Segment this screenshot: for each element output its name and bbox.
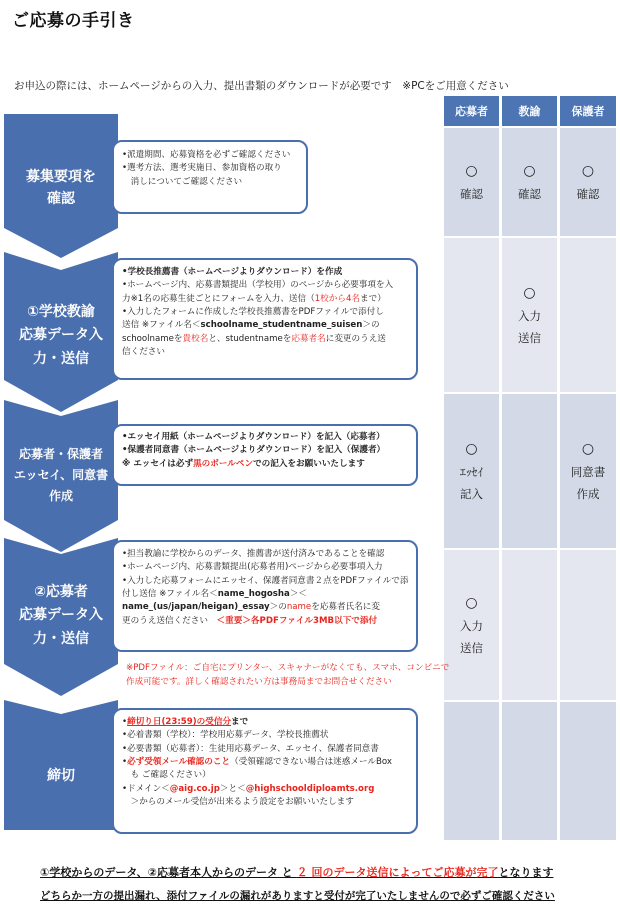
step-4-label: ②応募者 応募データ入 力・送信 <box>19 584 103 647</box>
step-chevrons <box>0 0 130 830</box>
grid-cell <box>560 128 616 236</box>
check-circle-mark: ○ <box>581 440 595 457</box>
cell-label: ｴｯｾｲ <box>460 465 483 480</box>
header-guardian: 保護者 <box>560 96 616 126</box>
pdf-note: ※PDFファイル：ご自宅にプリンター、スキャナーがなくても、スマホ、コンビニで 作成可能です。詳しく確認されたい方は事務局までお問合せください <box>126 663 450 687</box>
check-circle-mark: ○ <box>465 440 478 457</box>
step-2-box: •学校長推薦書（ホームページよりダウンロード）を作成 •ホームページ内、応募書類提出（学校用）のページから必要事項を入 力※1名の応募生徒ごとにフォームを入力、送信（1校から4名まで） •入力したフォームに作成した学校長推薦書をPDFファイルで添付し 送信 ※ファイル名＜schoolname_studentname_suisen＞の schoolnameを貴校名と、studentnameを応募者名に変更のうえ送 信ください <box>112 258 418 380</box>
step-4-box: •担当教諭に学校からのデータ、推薦書が送付済みであることを確認 •ホームページ内、応募書類提出(応募者用)ページから必要事項入力 •入力した応募フォームにエッセイ、保護者同意書２点をPDFファイルで添 付し送信 ※ファイル名＜name_hogosha＞＜ name_(us/japan/heigan)_essay＞のnameを応募者氏名に変 更のうえ送信ください ＜重要＞各PDFファイル3MB以下で添付 <box>112 540 418 652</box>
step-3-box: •エッセイ用紙（ホームページよりダウンロード）を記入（応募者） •保護者同意書（ホームページよりダウンロード）を記入（保護者） ※ エッセイは必ず黒のボールペンでの記入をお願いいたします <box>112 424 418 486</box>
check-circle-mark: ○ <box>465 162 478 179</box>
step-5-box: •締切り日(23:59)の受信分まで •必着書類（学校）：学校用応募データ、学校長推薦状 •必要書類（応募者）：生徒用応募データ、エッセイ、保護者同意書 •必ず受領メール確認のこと（受領確認できない場合は迷惑メールBox も ご確認ください） •ドメイン＜@aig.co.jp＞と＜@highschooldiploamts.org ＞からのメール受信が出来るよう設定をお願いいたします <box>112 708 418 834</box>
cell-label: 記入 <box>460 487 483 502</box>
cell-label: 送信 <box>460 641 483 656</box>
grid-cell <box>502 550 557 700</box>
step-3-label: 応募者・保護者 エッセイ、同意書 作成 <box>13 446 109 503</box>
cell-label: 作成 <box>576 487 600 502</box>
header-teacher: 教諭 <box>502 96 557 126</box>
cell-label: 送信 <box>518 331 541 346</box>
grid-cell <box>502 238 557 392</box>
check-circle-mark: ○ <box>465 594 478 611</box>
cell-label: 確認 <box>518 187 541 202</box>
intro-text: お申込の際には、ホームページからの入力、提出書類のダウンロードが必要です ※PCをご用意ください <box>14 80 509 92</box>
cell-label: 同意書 <box>570 465 606 480</box>
grid-cell <box>560 702 616 840</box>
grid-cell <box>444 238 499 392</box>
cell-label: 確認 <box>460 187 483 202</box>
header-applicant: 応募者 <box>444 96 499 126</box>
grid-cell <box>444 702 499 840</box>
cell-label: 入力 <box>518 309 541 324</box>
grid-cell <box>444 128 499 236</box>
check-circle-mark: ○ <box>523 162 536 179</box>
check-circle-mark: ○ <box>581 162 595 179</box>
grid-cell <box>502 394 557 548</box>
step-5-label: 締切 <box>47 768 75 784</box>
grid-cell <box>560 550 616 700</box>
step-2-label: ①学校教諭 応募データ入 力・送信 <box>19 304 103 367</box>
grid-cell <box>560 238 616 392</box>
step-1-label: 募集要項を 確認 <box>26 168 96 207</box>
grid-cell <box>560 394 616 548</box>
footer-line-1: ①学校からのデータ、②応募者本人からのデータ と ２ 回のデータ送信によってご応募が完了となります <box>40 866 554 879</box>
check-circle-mark: ○ <box>523 284 536 301</box>
step-1-box: •派遣期間、応募資格を必ずご確認ください •選考方法、選考実施日、参加資格の取り 消しについてご確認ください <box>112 140 308 214</box>
page-title: ご応募の手引き <box>12 11 135 31</box>
grid-cell <box>502 128 557 236</box>
cell-label: 確認 <box>576 187 600 202</box>
grid-cell <box>444 394 499 548</box>
grid-cell <box>444 550 499 700</box>
cell-label: 入力 <box>460 619 483 634</box>
footer-line-2: どちらか一方の提出漏れ、添付ファイルの漏れがありますと受付が完了いたしませんので必ずご確認ください <box>40 890 555 902</box>
role-grid <box>444 96 616 840</box>
grid-cell <box>502 702 557 840</box>
